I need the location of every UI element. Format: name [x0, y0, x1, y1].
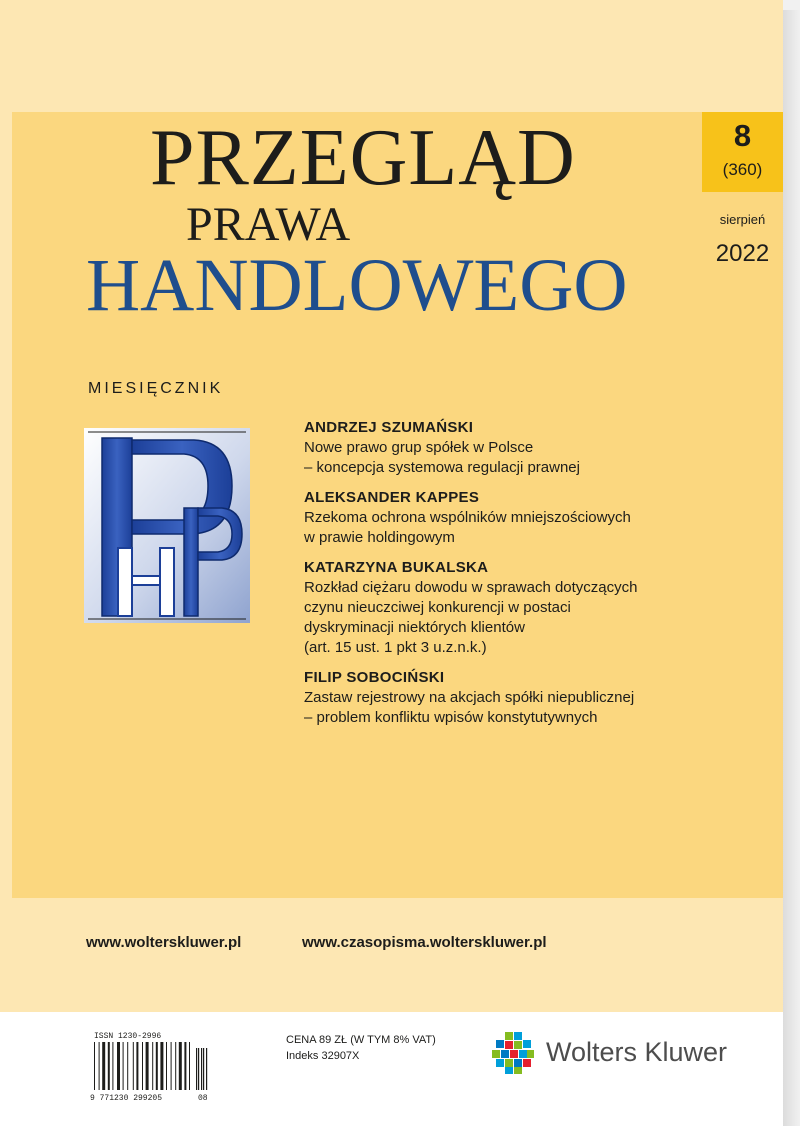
barcode-bar — [189, 1042, 190, 1090]
top-band — [0, 0, 783, 112]
publisher-url[interactable]: www.wolterskluwer.pl — [86, 934, 242, 951]
isbn-barcode — [88, 1030, 212, 1102]
barcode-bar — [99, 1042, 100, 1090]
issue-year: 2022 — [715, 240, 770, 267]
barcode-bar — [184, 1042, 186, 1090]
issue-month: sierpień — [719, 212, 766, 227]
journals-url[interactable]: www.czasopisma.wolterskluwer.pl — [302, 934, 547, 951]
wolters-kluwer-logo — [490, 1030, 536, 1076]
article-item — [304, 558, 699, 658]
barcode-addon-bar — [203, 1048, 204, 1090]
barcode-addon-bar — [196, 1048, 197, 1090]
barcode-bar — [156, 1042, 158, 1090]
price-info — [286, 1032, 436, 1064]
publisher-name: Wolters Kluwer — [546, 1037, 728, 1067]
barcode-bar — [133, 1042, 134, 1090]
article-author: KATARZYNA BUKALSKA — [304, 559, 489, 576]
barcode-bar — [142, 1042, 143, 1090]
page-edge-shadow — [783, 10, 800, 1126]
article-author: ANDRZEJ SZUMAŃSKI — [304, 419, 474, 436]
article-title-line: Nowe prawo grup spółek w Polsce — [304, 439, 534, 456]
article-title-line: (art. 15 ust. 1 pkt 3 u.z.n.k.) — [304, 639, 487, 656]
subtitle: MIESIĘCZNIK — [88, 380, 224, 397]
article-title-line: Rzekoma ochrona wspólników mniejszościowych — [304, 509, 631, 526]
title-line-1: PRZEGLĄD — [150, 114, 576, 202]
bottom-band — [0, 898, 783, 1012]
barcode-bar — [127, 1042, 128, 1090]
article-item — [304, 488, 699, 548]
article-item — [304, 668, 699, 728]
barcode-addon-bar — [206, 1048, 207, 1090]
article-title-line: w prawie holdingowym — [304, 529, 455, 546]
issn-text: ISSN 1230-2996 — [94, 1032, 162, 1041]
article-title-line: – koncepcja systemowa regulacji prawnej — [304, 459, 580, 476]
barcode-bar — [117, 1042, 120, 1090]
barcode-addon-bar — [198, 1048, 199, 1090]
index-text: Indeks 32907X — [286, 1050, 360, 1062]
issue-box — [702, 112, 783, 192]
article-item — [304, 418, 699, 478]
articles-list — [304, 418, 699, 738]
title-line-3: HANDLOWEGO — [86, 244, 628, 327]
barcode-bar — [179, 1042, 182, 1090]
article-author: FILIP SOBOCIŃSKI — [304, 669, 445, 686]
barcode-bar — [136, 1042, 138, 1090]
barcode-bar — [160, 1042, 163, 1090]
barcode-bar — [112, 1042, 113, 1090]
article-title-line: dyskryminacji niektórych klientów — [304, 619, 525, 636]
barcode-bar — [94, 1042, 95, 1090]
barcode-number: 9 771230 299205 — [90, 1094, 163, 1102]
barcode-bar — [152, 1042, 153, 1090]
issue-number: 8 — [733, 118, 752, 153]
price-text: CENA 89 ZŁ (W TYM 8% VAT) — [286, 1034, 436, 1046]
title-line-2: PRAWA — [186, 198, 351, 251]
barcode-bar — [175, 1042, 176, 1090]
article-author: ALEKSANDER KAPPES — [304, 489, 480, 506]
barcode-bar — [102, 1042, 105, 1090]
barcode-bar — [146, 1042, 149, 1090]
barcode-bar — [108, 1042, 110, 1090]
article-title-line: Rozkład ciężaru dowodu w sprawach dotyczących — [304, 579, 638, 596]
barcode-bar — [123, 1042, 124, 1090]
issue-total: (360) — [722, 160, 763, 179]
php-monogram-logo — [84, 428, 250, 623]
barcode-addon: 08 — [198, 1094, 208, 1102]
barcode-bar — [166, 1042, 167, 1090]
barcode-bar — [171, 1042, 172, 1090]
barcode-addon-bar — [201, 1048, 202, 1090]
article-title-line: – problem konfliktu wpisów konstytutywnych — [304, 709, 598, 726]
article-title-line: czynu nieuczciwej konkurencji w postaci — [304, 599, 571, 616]
article-title-line: Zastaw rejestrowy na akcjach spółki niepublicznej — [304, 689, 635, 706]
